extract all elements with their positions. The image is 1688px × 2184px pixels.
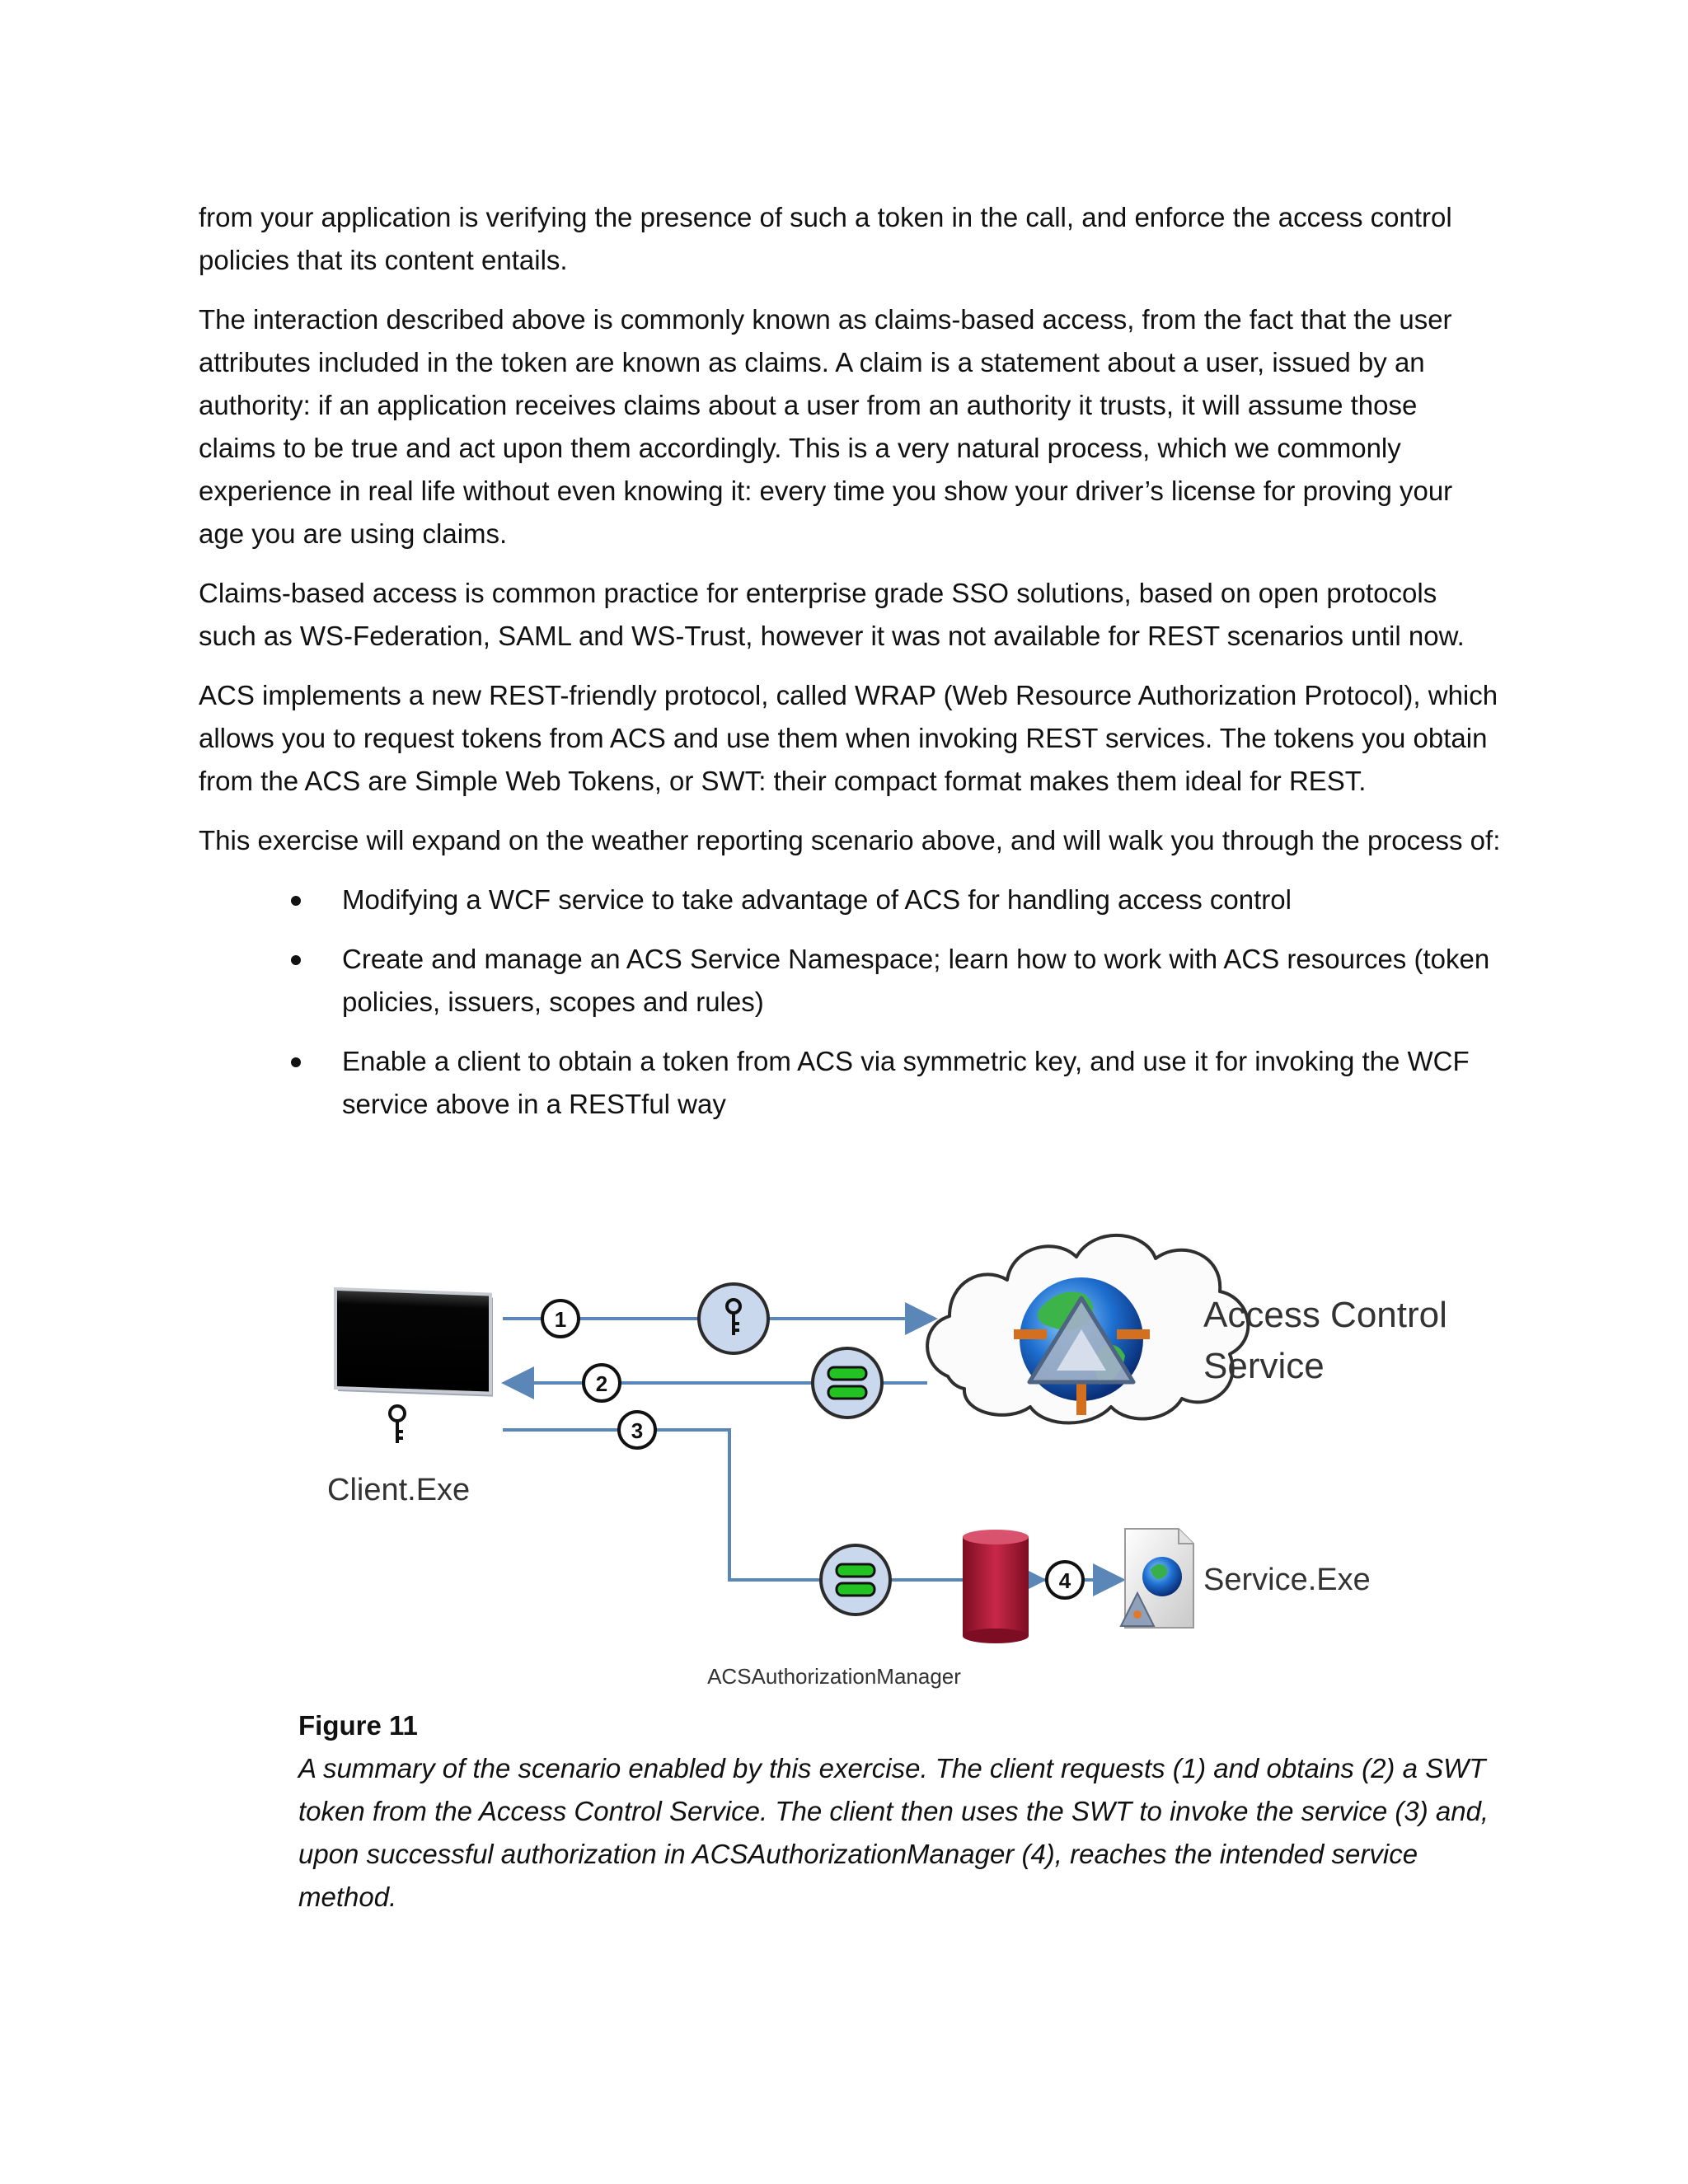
- list-item-text: Modifying a WCF service to take advantage of ACS for handling access control: [342, 884, 1292, 915]
- client-console-icon: [335, 1289, 493, 1397]
- step-2-badge: [584, 1365, 620, 1401]
- paragraph: Claims-based access is common practice for enterprise grade SSO solutions, based on open protocols such as WS-Federation, SAML and WS-Trust, however it was not available for REST scenarios until now.: [199, 578, 1465, 651]
- step-3-badge: [619, 1412, 655, 1448]
- invoke-service-path: [503, 1430, 952, 1580]
- paragraph: The interaction described above is commonly known as claims-based access, from the fact that the user attributes included in the token are known as claims. A claim is a statement about a user, issued by an authority: if an application receives claims about a user from an authority it trusts, it will assume those claims to be true and act upon them accordingly. This is a very natural process, which we commonly experience in real life without even knowing it: every time you show your driver’s license for proving your age you are using claims.: [199, 304, 1453, 549]
- authorization-manager-icon: [963, 1530, 1029, 1643]
- client-key-icon: [390, 1406, 405, 1443]
- bullet-icon: [291, 1057, 301, 1067]
- acs-label: Service: [1203, 1346, 1325, 1386]
- list-item-text: Create and manage an ACS Service Namespace; learn how to work with ACS resources (token policies, issuers, scopes and rules): [342, 944, 1490, 1017]
- list-item: [199, 1040, 1501, 1126]
- bullet-list: [199, 879, 1501, 1126]
- figure-title: Figure 11: [298, 1710, 418, 1741]
- manager-label: ACSAuthorizationManager: [707, 1664, 961, 1689]
- swt-token-icon: [821, 1545, 890, 1615]
- acs-label: Access Control: [1203, 1295, 1447, 1335]
- paragraph: This exercise will expand on the weather reporting scenario above, and will walk you through the process of:: [199, 825, 1501, 855]
- svg-text:3: 3: [631, 1418, 644, 1443]
- list-item: [199, 938, 1501, 1024]
- paragraph: ACS implements a new REST-friendly protocol, called WRAP (Web Resource Authorization Protocol), which allows you to request tokens from ACS and use them when invoking REST services. The tokens you obtain from the ACS are Simple Web Tokens, or SWT: their compact format makes them ideal for REST.: [199, 680, 1498, 796]
- figure-caption-text: A summary of the scenario enabled by this exercise. The client requests (1) and obtains (2) a SWT token from the Access Control Service. The client then uses the SWT to invoke the service (3) and, upon successful authorization in ACSAuthorizationManager (4), reaches the intended service method.: [298, 1753, 1489, 1912]
- body-text: [199, 196, 1501, 1142]
- list-item-text: Enable a client to obtain a token from ACS via symmetric key, and use it for invoking the WCF service above in a RESTful way: [342, 1046, 1470, 1119]
- service-exe-icon: [1121, 1529, 1193, 1628]
- swt-token-icon: [813, 1348, 882, 1418]
- svg-text:1: 1: [554, 1307, 567, 1332]
- svg-text:4: 4: [1058, 1568, 1071, 1593]
- paragraph: from your application is verifying the presence of such a token in the call, and enforce the access control policies that its content entails.: [199, 202, 1452, 275]
- service-label: Service.Exe: [1203, 1563, 1371, 1597]
- step-4-badge: [1047, 1562, 1083, 1598]
- acs-architecture-diagram: [313, 1224, 1484, 1702]
- list-item: [199, 879, 1501, 921]
- key-token-icon: [699, 1284, 768, 1353]
- bullet-icon: [291, 896, 301, 906]
- bullet-icon: [291, 955, 301, 965]
- figure-caption: [298, 1704, 1502, 1919]
- svg-text:2: 2: [595, 1371, 608, 1396]
- client-label: Client.Exe: [327, 1473, 471, 1507]
- step-1-badge: [542, 1301, 579, 1337]
